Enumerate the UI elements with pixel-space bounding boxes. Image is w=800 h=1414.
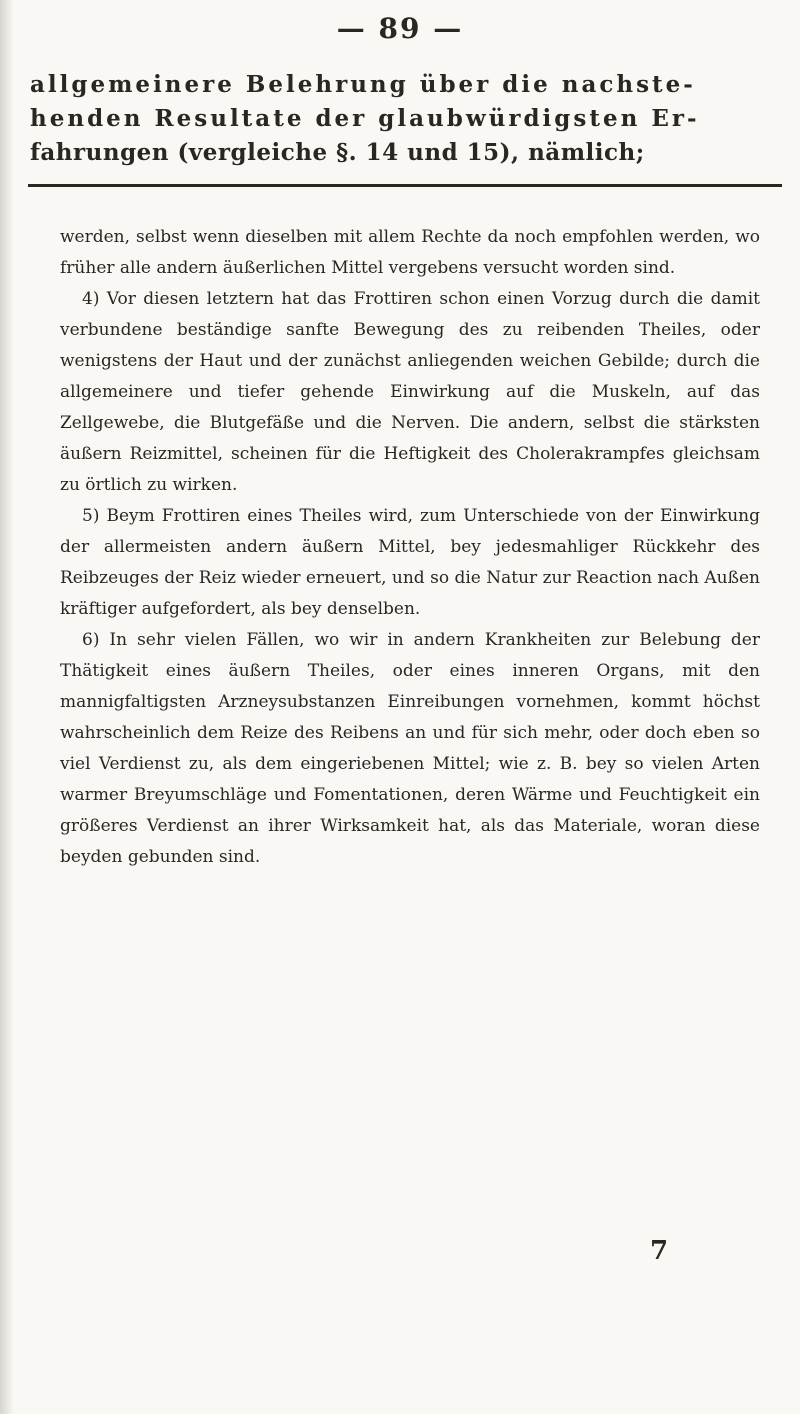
paragraph-item-5: 5) Beym Frottiren eines Theiles wird, zum Unterschiede von der Einwirkung der allermeisten andern äußern Mittel, bey jedesmahliger Rückkehr des Reibzeuges der Reiz wieder erneuert, und so die Natur zur Reaction nach Außen kräftiger aufgefordert, als bey denselben. <box>60 506 760 619</box>
page-number: — 89 — <box>336 12 464 45</box>
page-gutter-shadow <box>0 0 14 1414</box>
summary-line-2: henden Resultate der glaubwürdigsten Er- <box>30 105 700 132</box>
summary-line-3: fahrungen (vergleiche §. 14 und 15), nämlich; <box>30 139 645 166</box>
paragraph-item-4: 4) Vor diesen letztern hat das Frottiren schon einen Vorzug durch die damit verbundene beständige sanfte Bewegung des zu reibenden Theiles, oder wenigstens der Haut und der zunächst anliegenden weichen Gebilde; durch die allgemeinere und tiefer gehende Einwirkung auf die Muskeln, auf das Zellgewebe, die Blutgefäße und die Nerven. Die andern, selbst die stärksten äußern Reizmittel, scheinen für die Heftigkeit des Cholerakrampfes gleichsam zu örtlich zu wirken. <box>60 289 760 495</box>
body-text <box>60 222 760 873</box>
paragraph-continuation: werden, selbst wenn dieselben mit allem Rechte da noch empfohlen werden, wo früher alle andern äußerlichen Mittel vergebens versucht worden sind. <box>60 227 760 278</box>
section-summary <box>30 68 770 170</box>
paragraph-item-6: 6) In sehr vielen Fällen, wo wir in andern Krankheiten zur Belebung der Thätigkeit eines äußern Theiles, oder eines inneren Organs, mit den mannigfaltigsten Arzneysubstanzen Einreibungen vornehmen, kommt höchst wahrscheinlich dem Reize des Reibens an und für sich mehr, oder doch eben so viel Verdienst zu, als dem eingeriebenen Mittel; wie z. B. bey so vielen Arten warmer Breyumschläge und Fomentationen, deren Wärme und Feuchtigkeit ein größeres Verdienst an ihrer Wirksamkeit hat, als das Materiale, woran diese beyden gebunden sind. <box>60 630 760 867</box>
summary-line-1: allgemeinere Belehrung über die nachste- <box>30 71 696 98</box>
signature-mark: 7 <box>650 1236 669 1266</box>
horizontal-rule <box>28 184 782 187</box>
